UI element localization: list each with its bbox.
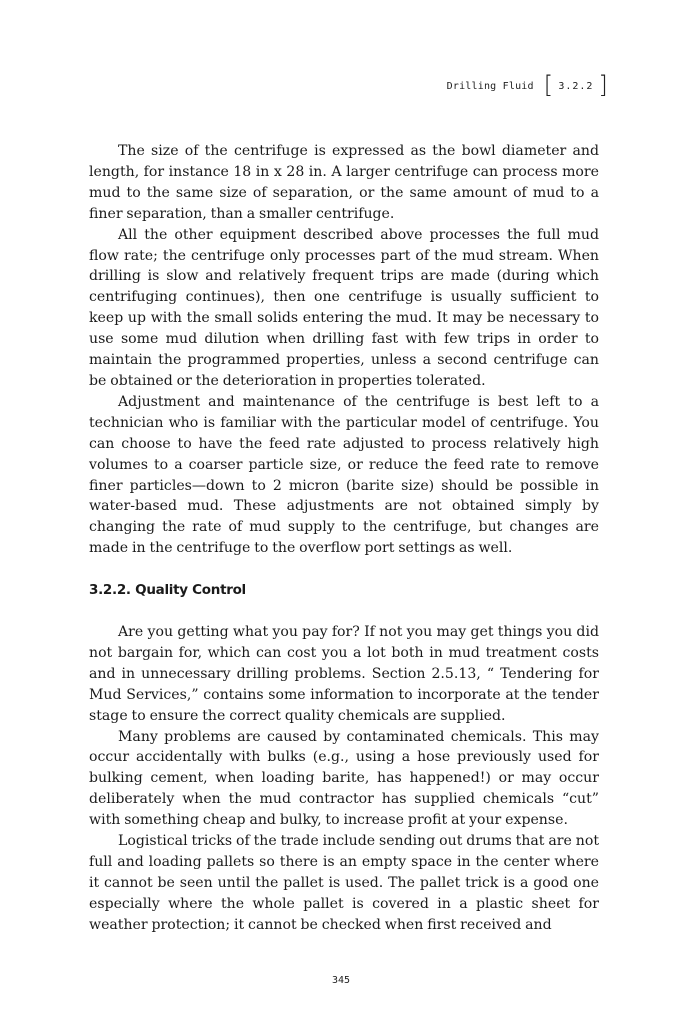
running-head (447, 72, 608, 100)
paragraph: The size of the centrifuge is expressed as the bowl diameter and length, for instance 18 in x 28 in. A larger centrifuge can process more mud to the same size of separation, or the same amount of mud to a finer separation, than a smaller centrifuge. (89, 143, 599, 222)
page-body (89, 141, 599, 936)
running-title: Drilling Fluid (446, 80, 534, 92)
paragraph: Are you getting what you pay for? If not you may get things you did not bargain for, which can cost you a lot both in mud treatment costs and in unnecessary drilling problems. Section 2.5.13, “ Tendering for Mud Services,” contains some information to incorporate at the tender stage to ensure the correct quality chemicals are supplied. (89, 624, 599, 724)
open-bracket: [ (543, 71, 554, 99)
paragraph: Logistical tricks of the trade include sending out drums that are not full and loading pallets so there is an empty space in the center where it cannot be seen until the pallet is used. The pallet trick is a good one especially where the whole pallet is covered in a plastic sheet for weather protection; it cannot be checked when first received and (89, 833, 599, 933)
section-heading: 3.2.2. Quality Control (89, 582, 246, 599)
paragraph: All the other equipment described above processes the full mud flow rate; the centrifuge only processes part of the mud stream. When drilling is slow and relatively frequent trips are made (during which centrifuging continues), then one centrifuge is usually sufficient to keep up with the small solids entering the mud. It may be necessary to use some mud dilution when drilling fast with few trips in order to maintain the programmed properties, unless a second centrifuge can be obtained or the deterioration in properties tolerated. (89, 226, 599, 389)
page-number: 345 (331, 975, 351, 986)
section-number: 3.2.2 (558, 80, 594, 92)
paragraph: Adjustment and maintenance of the centrifuge is best left to a technician who is familiar with the particular model of centrifuge. You can choose to have the feed rate adjusted to process relatively high volumes to a coarser particle size, or reduce the feed rate to remove finer particles—down to 2 micron (barite size) should be possible in water-based mud. These adjustments are not obtained simply by changing the rate of mud supply to the centrifuge, but changes are made in the centrifuge to the overflow port settings as well. (89, 393, 599, 557)
close-bracket: ] (598, 71, 608, 99)
paragraph: Many problems are caused by contaminated chemicals. This may occur accidentally with bulks (e.g., using a hose previously used for bulking cement, when loading barite, has happened!) or may occur deliberately when the mud contractor has supplied chemicals “cut” with something cheap and bulky, to increase profit at your expense. (89, 728, 599, 829)
